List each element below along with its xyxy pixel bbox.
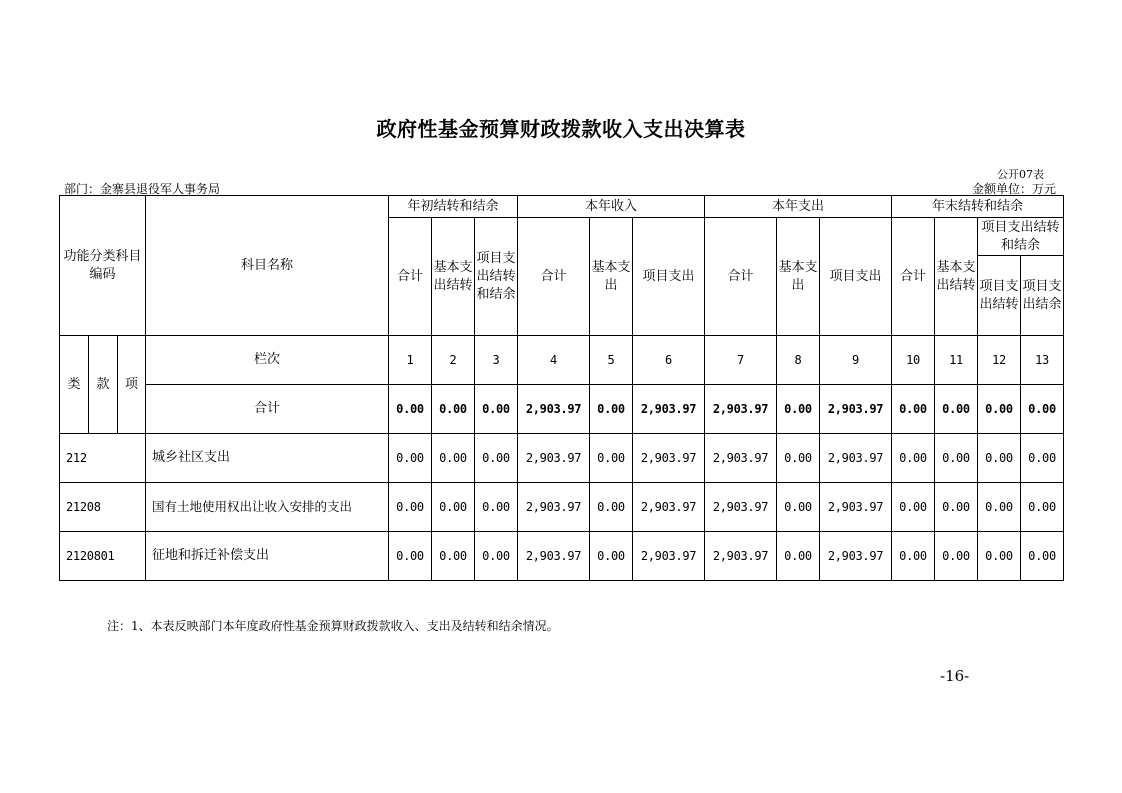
row-code: 212	[60, 434, 146, 483]
cell-value: 0.00	[1021, 532, 1064, 581]
row-name: 国有土地使用权出让收入安排的支出	[146, 483, 389, 532]
header-income-total: 合计	[518, 218, 590, 336]
header-end-project-balance: 项目支出结转和结余	[978, 218, 1064, 256]
cell-value: 2,903.97	[820, 434, 892, 483]
cell-value: 0.00	[935, 434, 978, 483]
cell-value: 0.00	[389, 385, 432, 434]
cell-value: 2,903.97	[705, 483, 777, 532]
cell-value: 0.00	[935, 532, 978, 581]
form-number: 公开07表	[997, 168, 1044, 181]
cell-value: 0.00	[892, 483, 935, 532]
cell-value: 2,903.97	[705, 385, 777, 434]
cell-value: 2,903.97	[518, 483, 590, 532]
unit-label: 金额单位：万元	[971, 182, 1056, 196]
cell-value: 0.00	[777, 483, 820, 532]
header-name: 科目名称	[146, 196, 389, 336]
row-code: 21208	[60, 483, 146, 532]
header-group-income: 本年收入	[518, 196, 705, 218]
column-index-label: 栏次	[146, 336, 389, 385]
col-number: 12	[978, 336, 1021, 385]
total-row	[60, 385, 1064, 434]
cell-value: 0.00	[475, 483, 518, 532]
header-end-basic-carry: 基本支出结转	[935, 218, 978, 336]
cell-value: 0.00	[432, 532, 475, 581]
cell-value: 0.00	[1021, 483, 1064, 532]
header-end-project-carry: 项目支出结转	[978, 256, 1021, 336]
page-number: -16-	[940, 667, 970, 685]
cell-value: 0.00	[892, 434, 935, 483]
row-name: 合计	[146, 385, 389, 434]
cell-value: 2,903.97	[705, 532, 777, 581]
cell-value: 2,903.97	[820, 532, 892, 581]
footnote: 注：1、本表反映部门本年度政府性基金预算财政拨款收入、支出及结转和结余情况。	[107, 619, 559, 633]
column-index-row	[60, 336, 1064, 385]
cell-value: 0.00	[590, 532, 633, 581]
budget-table	[59, 195, 1064, 581]
header-group-end: 年末结转和结余	[892, 196, 1064, 218]
cell-value: 2,903.97	[820, 385, 892, 434]
cell-value: 0.00	[1021, 385, 1064, 434]
header-kuan: 款	[89, 336, 118, 434]
header-group-begin: 年初结转和结余	[389, 196, 518, 218]
col-number: 10	[892, 336, 935, 385]
cell-value: 0.00	[432, 483, 475, 532]
cell-value: 0.00	[389, 434, 432, 483]
table-row	[60, 483, 1064, 532]
row-name: 城乡社区支出	[146, 434, 389, 483]
cell-value: 0.00	[389, 532, 432, 581]
header-expense-basic: 基本支出	[777, 218, 820, 336]
header-begin-basic-carry: 基本支出结转	[432, 218, 475, 336]
cell-value: 0.00	[590, 385, 633, 434]
col-number: 8	[777, 336, 820, 385]
cell-value: 0.00	[590, 483, 633, 532]
col-number: 7	[705, 336, 777, 385]
row-name: 征地和拆迁补偿支出	[146, 532, 389, 581]
cell-value: 0.00	[978, 483, 1021, 532]
col-number: 13	[1021, 336, 1064, 385]
table-row	[60, 532, 1064, 581]
header-income-project: 项目支出	[633, 218, 705, 336]
col-number: 9	[820, 336, 892, 385]
cell-value: 2,903.97	[705, 434, 777, 483]
cell-value: 2,903.97	[820, 483, 892, 532]
cell-value: 0.00	[892, 532, 935, 581]
header-end-total: 合计	[892, 218, 935, 336]
cell-value: 0.00	[935, 385, 978, 434]
cell-value: 2,903.97	[633, 532, 705, 581]
row-code: 2120801	[60, 532, 146, 581]
cell-value: 0.00	[475, 532, 518, 581]
cell-value: 2,903.97	[518, 532, 590, 581]
header-expense-project: 项目支出	[820, 218, 892, 336]
header-end-project-bal: 项目支出结余	[1021, 256, 1064, 336]
department-label: 部门：金寨县退役军人事务局	[64, 182, 221, 196]
col-number: 2	[432, 336, 475, 385]
cell-value: 0.00	[475, 434, 518, 483]
col-number: 5	[590, 336, 633, 385]
col-number: 4	[518, 336, 590, 385]
cell-value: 0.00	[978, 532, 1021, 581]
col-number: 11	[935, 336, 978, 385]
cell-value: 0.00	[892, 385, 935, 434]
cell-value: 0.00	[935, 483, 978, 532]
header-xiang: 项	[118, 336, 146, 434]
header-expense-total: 合计	[705, 218, 777, 336]
col-number: 3	[475, 336, 518, 385]
cell-value: 2,903.97	[518, 434, 590, 483]
header-begin-project-carry-bal: 项目支出结转和结余	[475, 218, 518, 336]
cell-value: 0.00	[590, 434, 633, 483]
cell-value: 0.00	[777, 532, 820, 581]
cell-value: 0.00	[475, 385, 518, 434]
cell-value: 0.00	[389, 483, 432, 532]
col-number: 6	[633, 336, 705, 385]
cell-value: 0.00	[777, 434, 820, 483]
cell-value: 0.00	[432, 434, 475, 483]
cell-value: 2,903.97	[633, 483, 705, 532]
cell-value: 2,903.97	[518, 385, 590, 434]
page-title: 政府性基金预算财政拨款收入支出决算表	[376, 117, 746, 141]
cell-value: 0.00	[777, 385, 820, 434]
cell-value: 0.00	[978, 385, 1021, 434]
header-code: 功能分类科目编码	[60, 196, 146, 336]
col-number: 1	[389, 336, 432, 385]
cell-value: 2,903.97	[633, 434, 705, 483]
header-row-groups	[60, 196, 1064, 218]
header-group-expense: 本年支出	[705, 196, 892, 218]
header-income-basic: 基本支出	[590, 218, 633, 336]
cell-value: 0.00	[978, 434, 1021, 483]
table-row	[60, 434, 1064, 483]
header-begin-total: 合计	[389, 218, 432, 336]
cell-value: 0.00	[432, 385, 475, 434]
cell-value: 2,903.97	[633, 385, 705, 434]
header-class: 类	[60, 336, 89, 434]
cell-value: 0.00	[1021, 434, 1064, 483]
